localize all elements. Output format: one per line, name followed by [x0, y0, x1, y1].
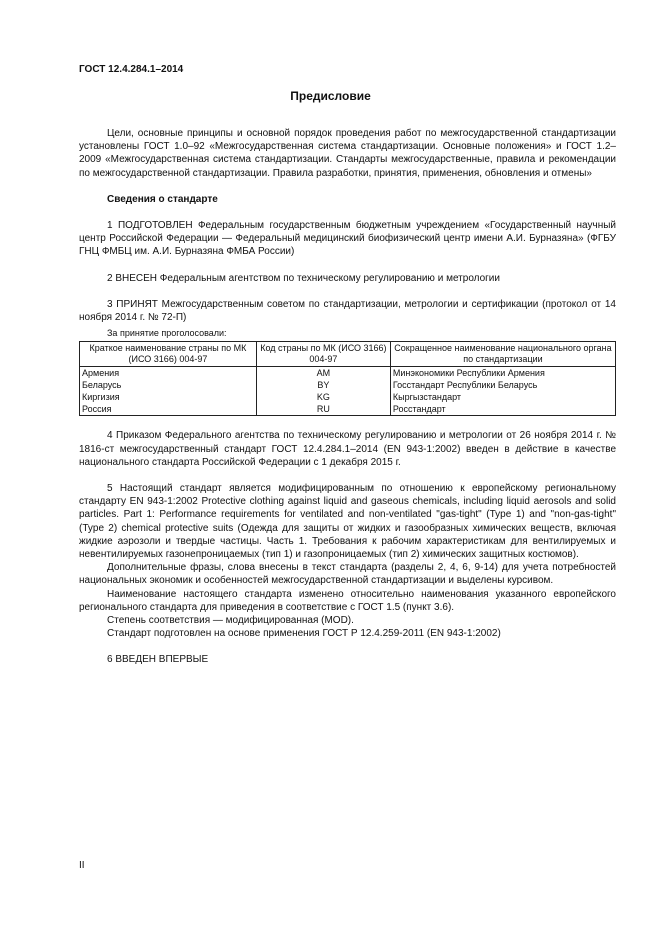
table-row: [80, 367, 616, 380]
cell-body: Минэкономики Республики Армения: [390, 367, 615, 380]
intro-paragraph: Цели, основные принципы и основной порядок проведения работ по межгосударственной стандартизации установлены ГОСТ 1.0–92 «Межгосударственная система стандартизации. Основные положения» и ГОСТ 1.2–2009 «Межгосударственная система стандартизации. Стандарты межгосударственные, правила и рекомендации по межгосударственной стандартизации. Правила разработки, принятия, применения, обновления и отмены»: [79, 128, 616, 179]
table-row: [80, 403, 616, 416]
header-code: Код страны по МК (ИСО 3166) 004-97: [256, 342, 390, 367]
cell-country: Беларусь: [80, 379, 257, 391]
item-5-name-change: Наименование настоящего стандарта изменено относительно наименования указанного европейского регионального стандарта для приведения в соответствие с ГОСТ 1.5 (пункт 3.6).: [79, 588, 616, 613]
item-1-paragraph: 1 ПОДГОТОВЛЕН Федеральным государственным бюджетным учреждением «Государственный научный центр Российской Федерации — Федеральный медицинский биофизический центр имени А.И. Бурназяна» (ФГБУ ГНЦ ФМБЦ им. А.И. Бурназяна ФМБА России): [79, 220, 616, 258]
cell-body: Кыргызстандарт: [390, 391, 615, 403]
page-title: Предисловие: [290, 89, 371, 103]
header-country: Краткое наименование страны по МК (ИСО 3166) 004-97: [80, 342, 257, 367]
item-5-additions: Дополнительные фразы, слова внесены в текст стандарта (разделы 2, 4, 6, 9-14) для учета потребностей национальных экономик и особенностей межгосударственной стандартизации и выделены курсивом.: [79, 562, 616, 587]
cell-code: RU: [256, 403, 390, 416]
vote-table-header-row: [80, 342, 616, 367]
cell-country: Киргизия: [80, 391, 257, 403]
cell-country: Россия: [80, 403, 257, 416]
cell-body: Госстандарт Республики Беларусь: [390, 379, 615, 391]
item-3-paragraph: 3 ПРИНЯТ Межгосударственным советом по стандартизации, метрологии и сертификации (протокол от 14 ноября 2014 г. № 72-П): [79, 298, 616, 324]
item-4-paragraph: 4 Приказом Федерального агентства по техническому регулированию и метрологии от 26 ноября 2014 г. № 1816-ст межгосударственный стандарт ГОСТ 12.4.284.1–2014 (EN 943-1:2002) введен в действие в качестве национального стандарта Российской Федерации с 1 декабря 2015 г.: [79, 430, 616, 468]
page-number: II: [79, 860, 85, 871]
header-body: Сокращенное наименование национального органа по стандартизации: [390, 342, 615, 367]
table-row: [80, 391, 616, 403]
cell-code: KG: [256, 391, 390, 403]
vote-table: [79, 341, 616, 416]
item-6-paragraph: 6 ВВЕДЕН ВПЕРВЫЕ: [107, 654, 209, 666]
section-heading: Сведения о стандарте: [107, 193, 218, 205]
cell-code: BY: [256, 379, 390, 391]
item-5-basis: Стандарт подготовлен на основе применения ГОСТ Р 12.4.259-2011 (EN 943-1:2002): [107, 628, 501, 640]
item-5-degree: Степень соответствия — модифицированная (MOD).: [107, 615, 354, 627]
cell-country: Армения: [80, 367, 257, 380]
vote-table-caption: За принятие проголосовали:: [107, 328, 227, 339]
item-5-paragraph: 5 Настоящий стандарт является модифицированным по отношению к европейскому региональному стандарту EN 943-1:2002 Protective clothing against liquid and gaseous chemicals, including liquid aerosols and solid particles. Part 1: Performance requirements for ventilated and non-ventilated "gas-tight" (Type 1) and "non-gas-tight" (Type 2) chemical protective suits (Одежда для защиты от жидких и газообразных химических веществ, включая жидкие аэрозоли и твердые частицы. Часть 1. Требования к рабочим характеристикам для вентилируемых и невентилируемых газонепроницаемых (тип 1) и газопроницаемых (тип 2) химических защитных костюмов).: [79, 483, 616, 561]
table-row: [80, 379, 616, 391]
cell-code: AM: [256, 367, 390, 380]
document-code: ГОСТ 12.4.284.1–2014: [79, 64, 184, 75]
cell-body: Росстандарт: [390, 403, 615, 416]
document-body: [79, 127, 616, 667]
item-2-paragraph: 2 ВНЕСЕН Федеральным агентством по техническому регулированию и метрологии: [107, 272, 500, 284]
